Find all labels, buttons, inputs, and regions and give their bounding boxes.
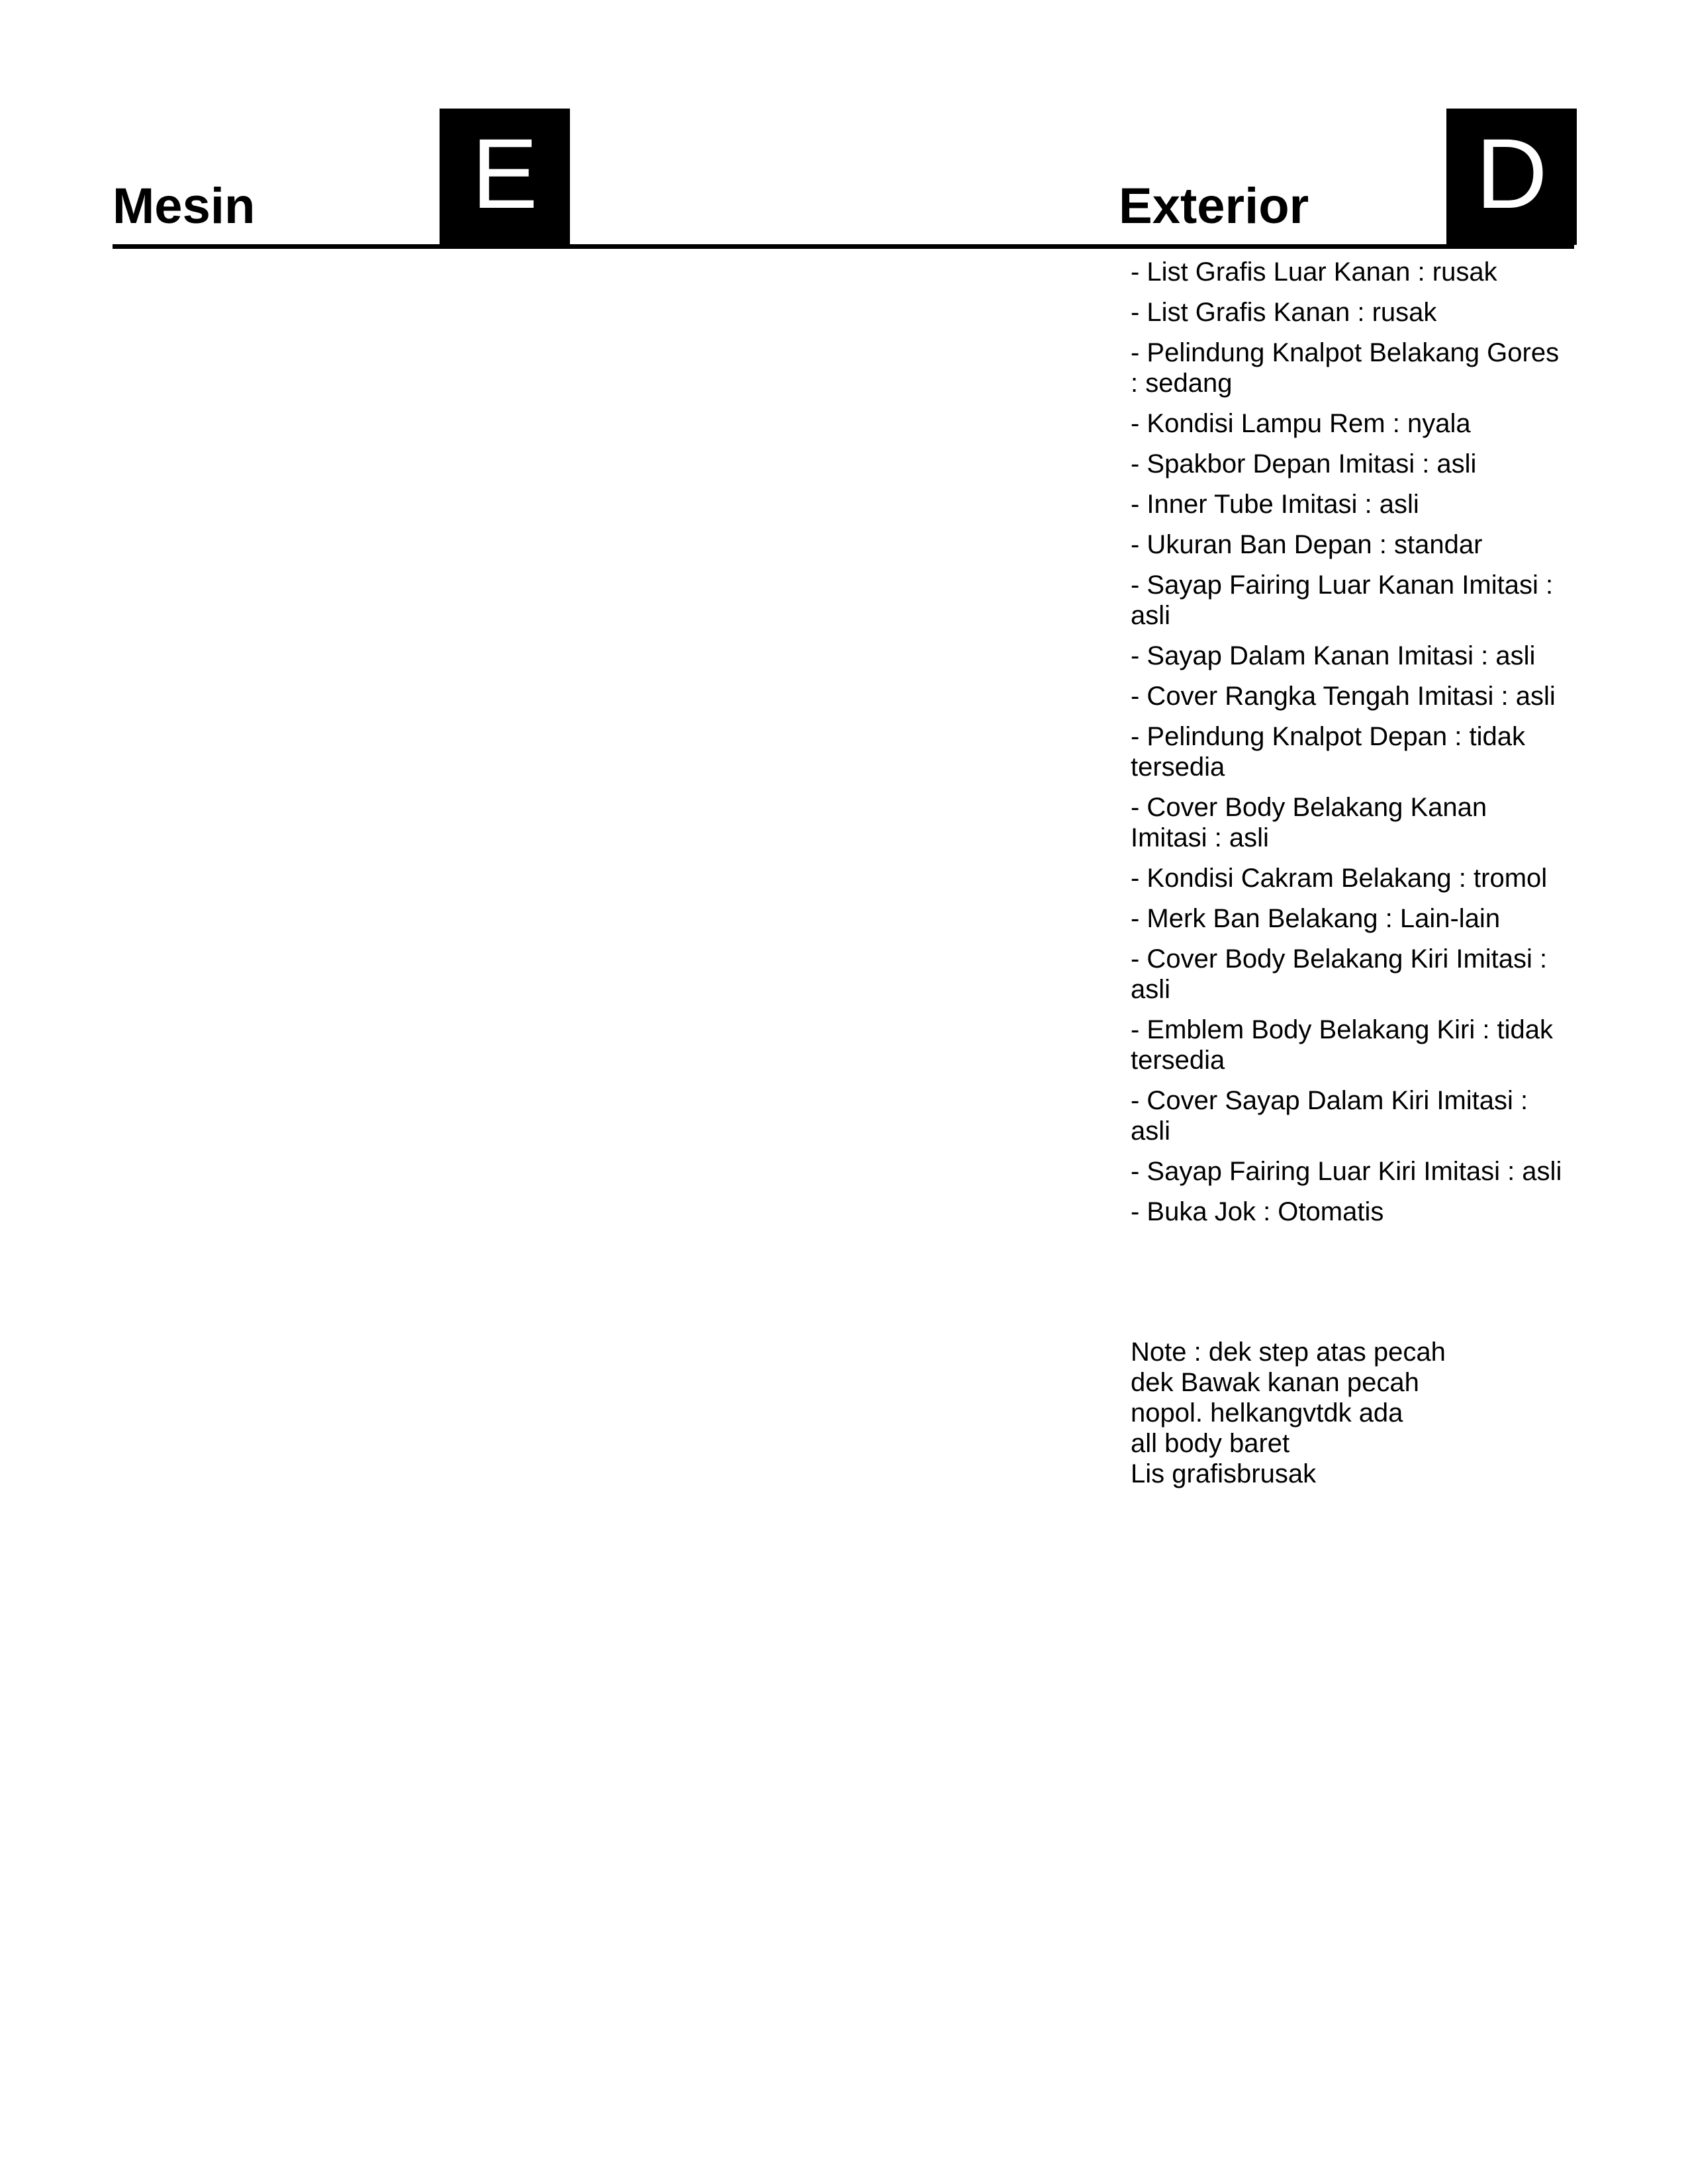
note-block [1131,1337,1568,1489]
note-line: all body baret [1131,1429,1290,1458]
list-item: - Sayap Dalam Kanan Imitasi : asli [1131,641,1536,670]
list-item: - Cover Body Belakang Kiri Imitasi : asli [1131,944,1548,1004]
note-line: Lis grafisbrusak [1131,1459,1317,1488]
header-divider [113,244,1574,249]
list-item: - Spakbor Depan Imitasi : asli [1131,449,1477,478]
list-item: - Sayap Fairing Luar Kanan Imitasi : asli [1131,570,1554,630]
note-line: nopol. helkangvtdk ada [1131,1398,1403,1428]
section-exterior [1119,106,1575,249]
note-line: dek Bawak kanan pecah [1131,1368,1419,1397]
list-item: - Merk Ban Belakang : Lain-lain [1131,904,1501,933]
exterior-items-list [1131,257,1568,1237]
list-item: - Pelindung Knalpot Belakang Gores : sedang [1131,338,1560,398]
list-item: - Ukuran Ban Depan : standar [1131,530,1483,559]
list-item: - Cover Sayap Dalam Kiri Imitasi : asli [1131,1086,1528,1146]
grade-badge-exterior: D [1446,109,1577,245]
list-item: - Cover Body Belakang Kanan Imitasi : asli [1131,793,1487,852]
grade-badge-mesin: E [440,109,570,245]
note-line: Note : dek step atas pecah [1131,1338,1446,1367]
list-item: - List Grafis Kanan : rusak [1131,298,1437,327]
section-title-mesin: Mesin [113,178,256,234]
list-item: - Cover Rangka Tengah Imitasi : asli [1131,682,1556,711]
list-item: - List Grafis Luar Kanan : rusak [1131,257,1497,287]
list-item: - Kondisi Cakram Belakang : tromol [1131,864,1548,893]
list-item: - Buka Jok : Otomatis [1131,1197,1384,1226]
section-title-exterior: Exterior [1119,178,1309,234]
list-item: - Emblem Body Belakang Kiri : tidak tersedia [1131,1015,1554,1075]
list-item: - Pelindung Knalpot Depan : tidak tersedia [1131,722,1525,782]
list-item: - Sayap Fairing Luar Kiri Imitasi : asli [1131,1157,1562,1186]
list-item: - Inner Tube Imitasi : asli [1131,490,1419,519]
list-item: - Kondisi Lampu Rem : nyala [1131,409,1471,438]
section-mesin [113,106,1119,249]
